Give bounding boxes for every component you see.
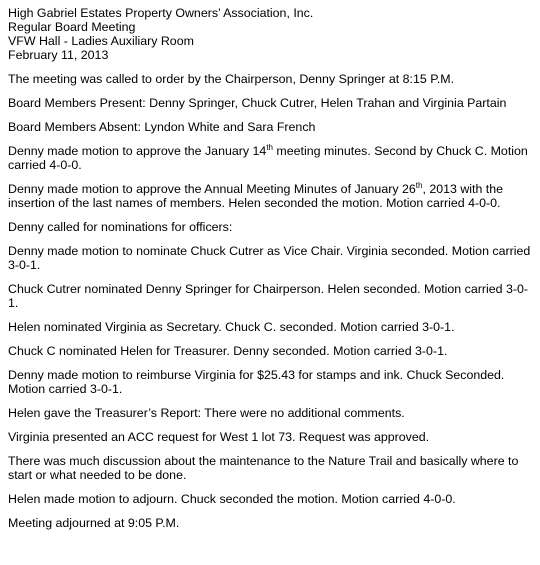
- meeting-date: February 11, 2013: [8, 48, 109, 62]
- members-absent: Board Members Absent: Lyndon White and Sara French: [8, 120, 316, 134]
- call-to-order: The meeting was called to order by the Chairperson, Denny Springer at 8:15 P.M.: [8, 72, 455, 86]
- document-header: [8, 6, 536, 62]
- treasurer-report: Helen gave the Treasurer’s Report: There were no additional comments.: [8, 406, 405, 420]
- meeting-adjourned: Meeting adjourned at 9:05 P.M.: [8, 516, 180, 530]
- secretary-nomination: Helen nominated Virginia as Secretary. Chuck C. seconded. Motion carried 3-0-1.: [8, 320, 455, 334]
- nominations-call: Denny called for nominations for officers:: [8, 220, 233, 234]
- chairperson-nomination: Chuck Cutrer nominated Denny Springer for Chairperson. Helen seconded. Motion carried 3-0-1.: [8, 282, 528, 310]
- paragraph-text: Denny made motion to approve the Annual Meeting Minutes of January 26: [8, 182, 416, 196]
- paragraph-text: Denny made motion to approve the January 14: [8, 144, 267, 158]
- motion-approve-annual-minutes: [8, 182, 536, 210]
- members-present: Board Members Present: Denny Springer, Chuck Cutrer, Helen Trahan and Virginia Partain: [8, 96, 507, 110]
- paragraph-text: , 2013 with the insertion of the last names of members. Helen seconded the motion. Motion carried 4-0-0.: [8, 182, 504, 210]
- meeting-type: Regular Board Meeting: [8, 20, 136, 34]
- organization-name: High Gabriel Estates Property Owners’ Association, Inc.: [8, 6, 314, 20]
- adjourn-motion: Helen made motion to adjourn. Chuck seconded the motion. Motion carried 4-0-0.: [8, 492, 456, 506]
- vice-chair-nomination: Denny made motion to nominate Chuck Cutrer as Vice Chair. Virginia seconded. Motion carried 3-0-1.: [8, 244, 531, 272]
- acc-request: Virginia presented an ACC request for West 1 lot 73. Request was approved.: [8, 430, 430, 444]
- reimbursement-motion: Denny made motion to reimburse Virginia for $25.43 for stamps and ink. Chuck Seconded. Motion carried 3-0-1.: [8, 368, 505, 396]
- paragraph-text: meeting minutes. Second by Chuck C. Motion carried 4-0-0.: [8, 144, 528, 172]
- motion-approve-january-minutes: [8, 144, 536, 172]
- ordinal-suffix: th: [266, 143, 273, 152]
- ordinal-suffix: th: [415, 181, 423, 190]
- nature-trail-discussion: There was much discussion about the maintenance to the Nature Trail and basically where to start or what needed to be done.: [8, 454, 519, 482]
- treasurer-nomination: Chuck C nominated Helen for Treasurer. Denny seconded. Motion carried 3-0-1.: [8, 344, 448, 358]
- minutes-document: [8, 6, 536, 540]
- meeting-location: VFW Hall - Ladies Auxiliary Room: [8, 34, 194, 48]
